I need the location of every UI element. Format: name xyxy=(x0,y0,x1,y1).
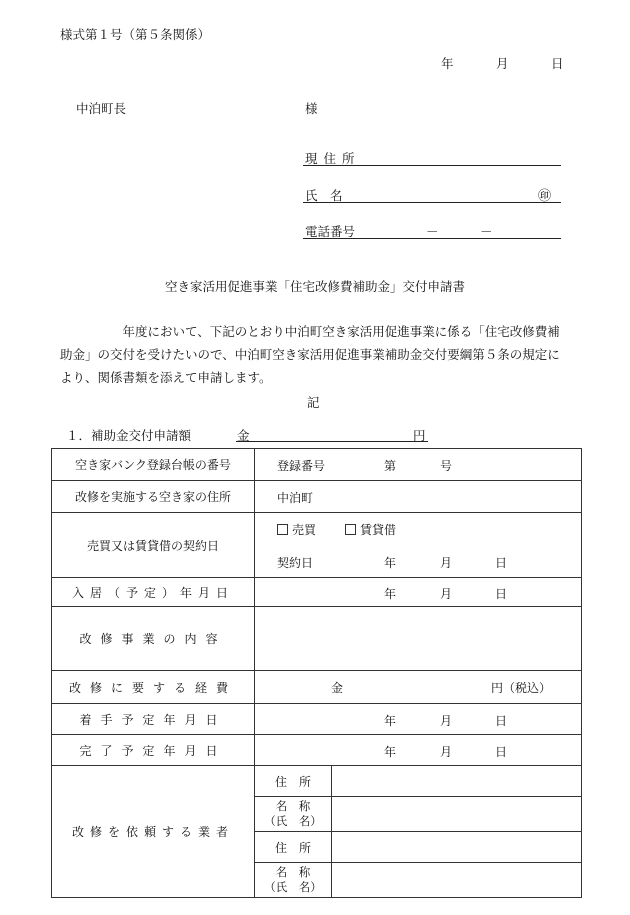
row-finish xyxy=(52,735,582,766)
contractor-name2-value[interactable] xyxy=(332,863,582,898)
movein-year: 年 xyxy=(384,587,397,601)
honorific: 様 xyxy=(305,101,318,116)
movein-month: 月 xyxy=(440,587,453,601)
contractor-name1-value[interactable] xyxy=(332,797,582,832)
content-value[interactable] xyxy=(255,607,582,671)
address-label: 現住所 xyxy=(305,151,361,166)
contractor-addr1-value[interactable] xyxy=(332,766,582,797)
contractor-label: 改修を依頼する業者 xyxy=(52,766,255,898)
body-paragraph: 年度において、下記のとおり中泊町空き家活用促進事業に係る「住宅改修費補助金」の交付を受けたいので、中泊町空き家活用促進事業補助金交付要綱第５条の規定により、関係書類を添えて申請します。 xyxy=(60,324,560,385)
phone-dash-2: － xyxy=(480,224,493,239)
checkbox-icon[interactable] xyxy=(277,524,288,535)
contractor-addr2-value[interactable] xyxy=(332,832,582,863)
name2-line-a: 名 称 xyxy=(275,865,311,879)
amount-kin: 金 xyxy=(237,428,250,443)
addressee: 中泊町長 xyxy=(76,101,127,116)
finish-label: 完了予定年月日 xyxy=(52,735,255,766)
application-table xyxy=(51,448,582,898)
amount-yen: 円 xyxy=(413,428,426,443)
address-town: 中泊町 xyxy=(277,491,314,505)
checkbox-lease[interactable] xyxy=(345,521,396,538)
contractor-addr1-label: 住 所 xyxy=(255,766,332,797)
contractor-name1-label xyxy=(255,797,332,832)
phone-label: 電話番号 xyxy=(305,224,356,239)
amount-line[interactable] xyxy=(236,441,428,442)
address-row-label: 改修を実施する空き家の住所 xyxy=(52,481,255,513)
movein-label: 入居（予定）年月日 xyxy=(52,578,255,607)
row-bank xyxy=(52,449,582,481)
form-number: 様式第１号（第５条関係） xyxy=(60,27,211,42)
contractor-addr2-label: 住 所 xyxy=(255,832,332,863)
finish-value[interactable] xyxy=(255,735,582,766)
date-month: 月 xyxy=(496,56,509,71)
contract-label: 売買又は賃貸借の契約日 xyxy=(52,513,255,578)
phone-line[interactable] xyxy=(303,238,561,239)
seal-mark: ㊞ xyxy=(538,189,552,204)
movein-day: 日 xyxy=(495,587,508,601)
contract-value xyxy=(255,513,582,578)
date-day: 日 xyxy=(551,56,564,71)
name1-line-b: （氏 名） xyxy=(264,814,322,828)
name-line[interactable] xyxy=(303,202,561,203)
row-cost xyxy=(52,671,582,704)
document-title: 空き家活用促進事業「住宅改修費補助金」交付申請書 xyxy=(164,279,465,294)
row-start xyxy=(52,704,582,735)
contract-day: 日 xyxy=(495,556,508,570)
phone-dash-1: － xyxy=(426,224,439,239)
cost-kin: 金 xyxy=(331,681,344,695)
start-year: 年 xyxy=(384,714,397,728)
contract-month: 月 xyxy=(440,556,453,570)
cost-value[interactable] xyxy=(255,671,582,704)
finish-year: 年 xyxy=(384,745,397,759)
row-movein xyxy=(52,578,582,607)
name-label: 氏 名 xyxy=(305,188,343,203)
start-label: 着手予定年月日 xyxy=(52,704,255,735)
finish-month: 月 xyxy=(440,745,453,759)
amount-label: １．補助金交付申請額 xyxy=(66,428,192,443)
start-day: 日 xyxy=(495,714,508,728)
opt-lease-label: 賃貸借 xyxy=(360,523,397,537)
address-row-value[interactable] xyxy=(255,481,582,513)
opt-sale-label: 売買 xyxy=(292,523,317,537)
contract-year: 年 xyxy=(384,556,397,570)
contractor-name2-label xyxy=(255,863,332,898)
contract-date-label: 契約日 xyxy=(277,556,314,570)
ki-label: 記 xyxy=(307,395,320,410)
cost-label: 改修に要する経費 xyxy=(52,671,255,704)
bank-go: 号 xyxy=(440,459,453,473)
finish-day: 日 xyxy=(495,745,508,759)
name1-line-a: 名 称 xyxy=(275,799,311,813)
row-contract xyxy=(52,513,582,578)
cost-yen: 円（税込） xyxy=(491,681,552,695)
start-month: 月 xyxy=(440,714,453,728)
date-year: 年 xyxy=(441,56,454,71)
row-address xyxy=(52,481,582,513)
content-label: 改修事業の内容 xyxy=(52,607,255,671)
checkbox-icon[interactable] xyxy=(345,524,356,535)
checkbox-sale[interactable] xyxy=(277,521,316,538)
bank-dai: 第 xyxy=(384,459,397,473)
row-content xyxy=(52,607,582,671)
bank-label: 空き家バンク登録台帳の番号 xyxy=(52,449,255,481)
movein-value[interactable] xyxy=(255,578,582,607)
row-contractor-addr1 xyxy=(52,766,582,797)
name2-line-b: （氏 名） xyxy=(264,880,322,894)
start-value[interactable] xyxy=(255,704,582,735)
bank-reg-label: 登録番号 xyxy=(277,459,326,473)
address-line[interactable] xyxy=(303,165,561,166)
bank-value[interactable] xyxy=(255,449,582,481)
